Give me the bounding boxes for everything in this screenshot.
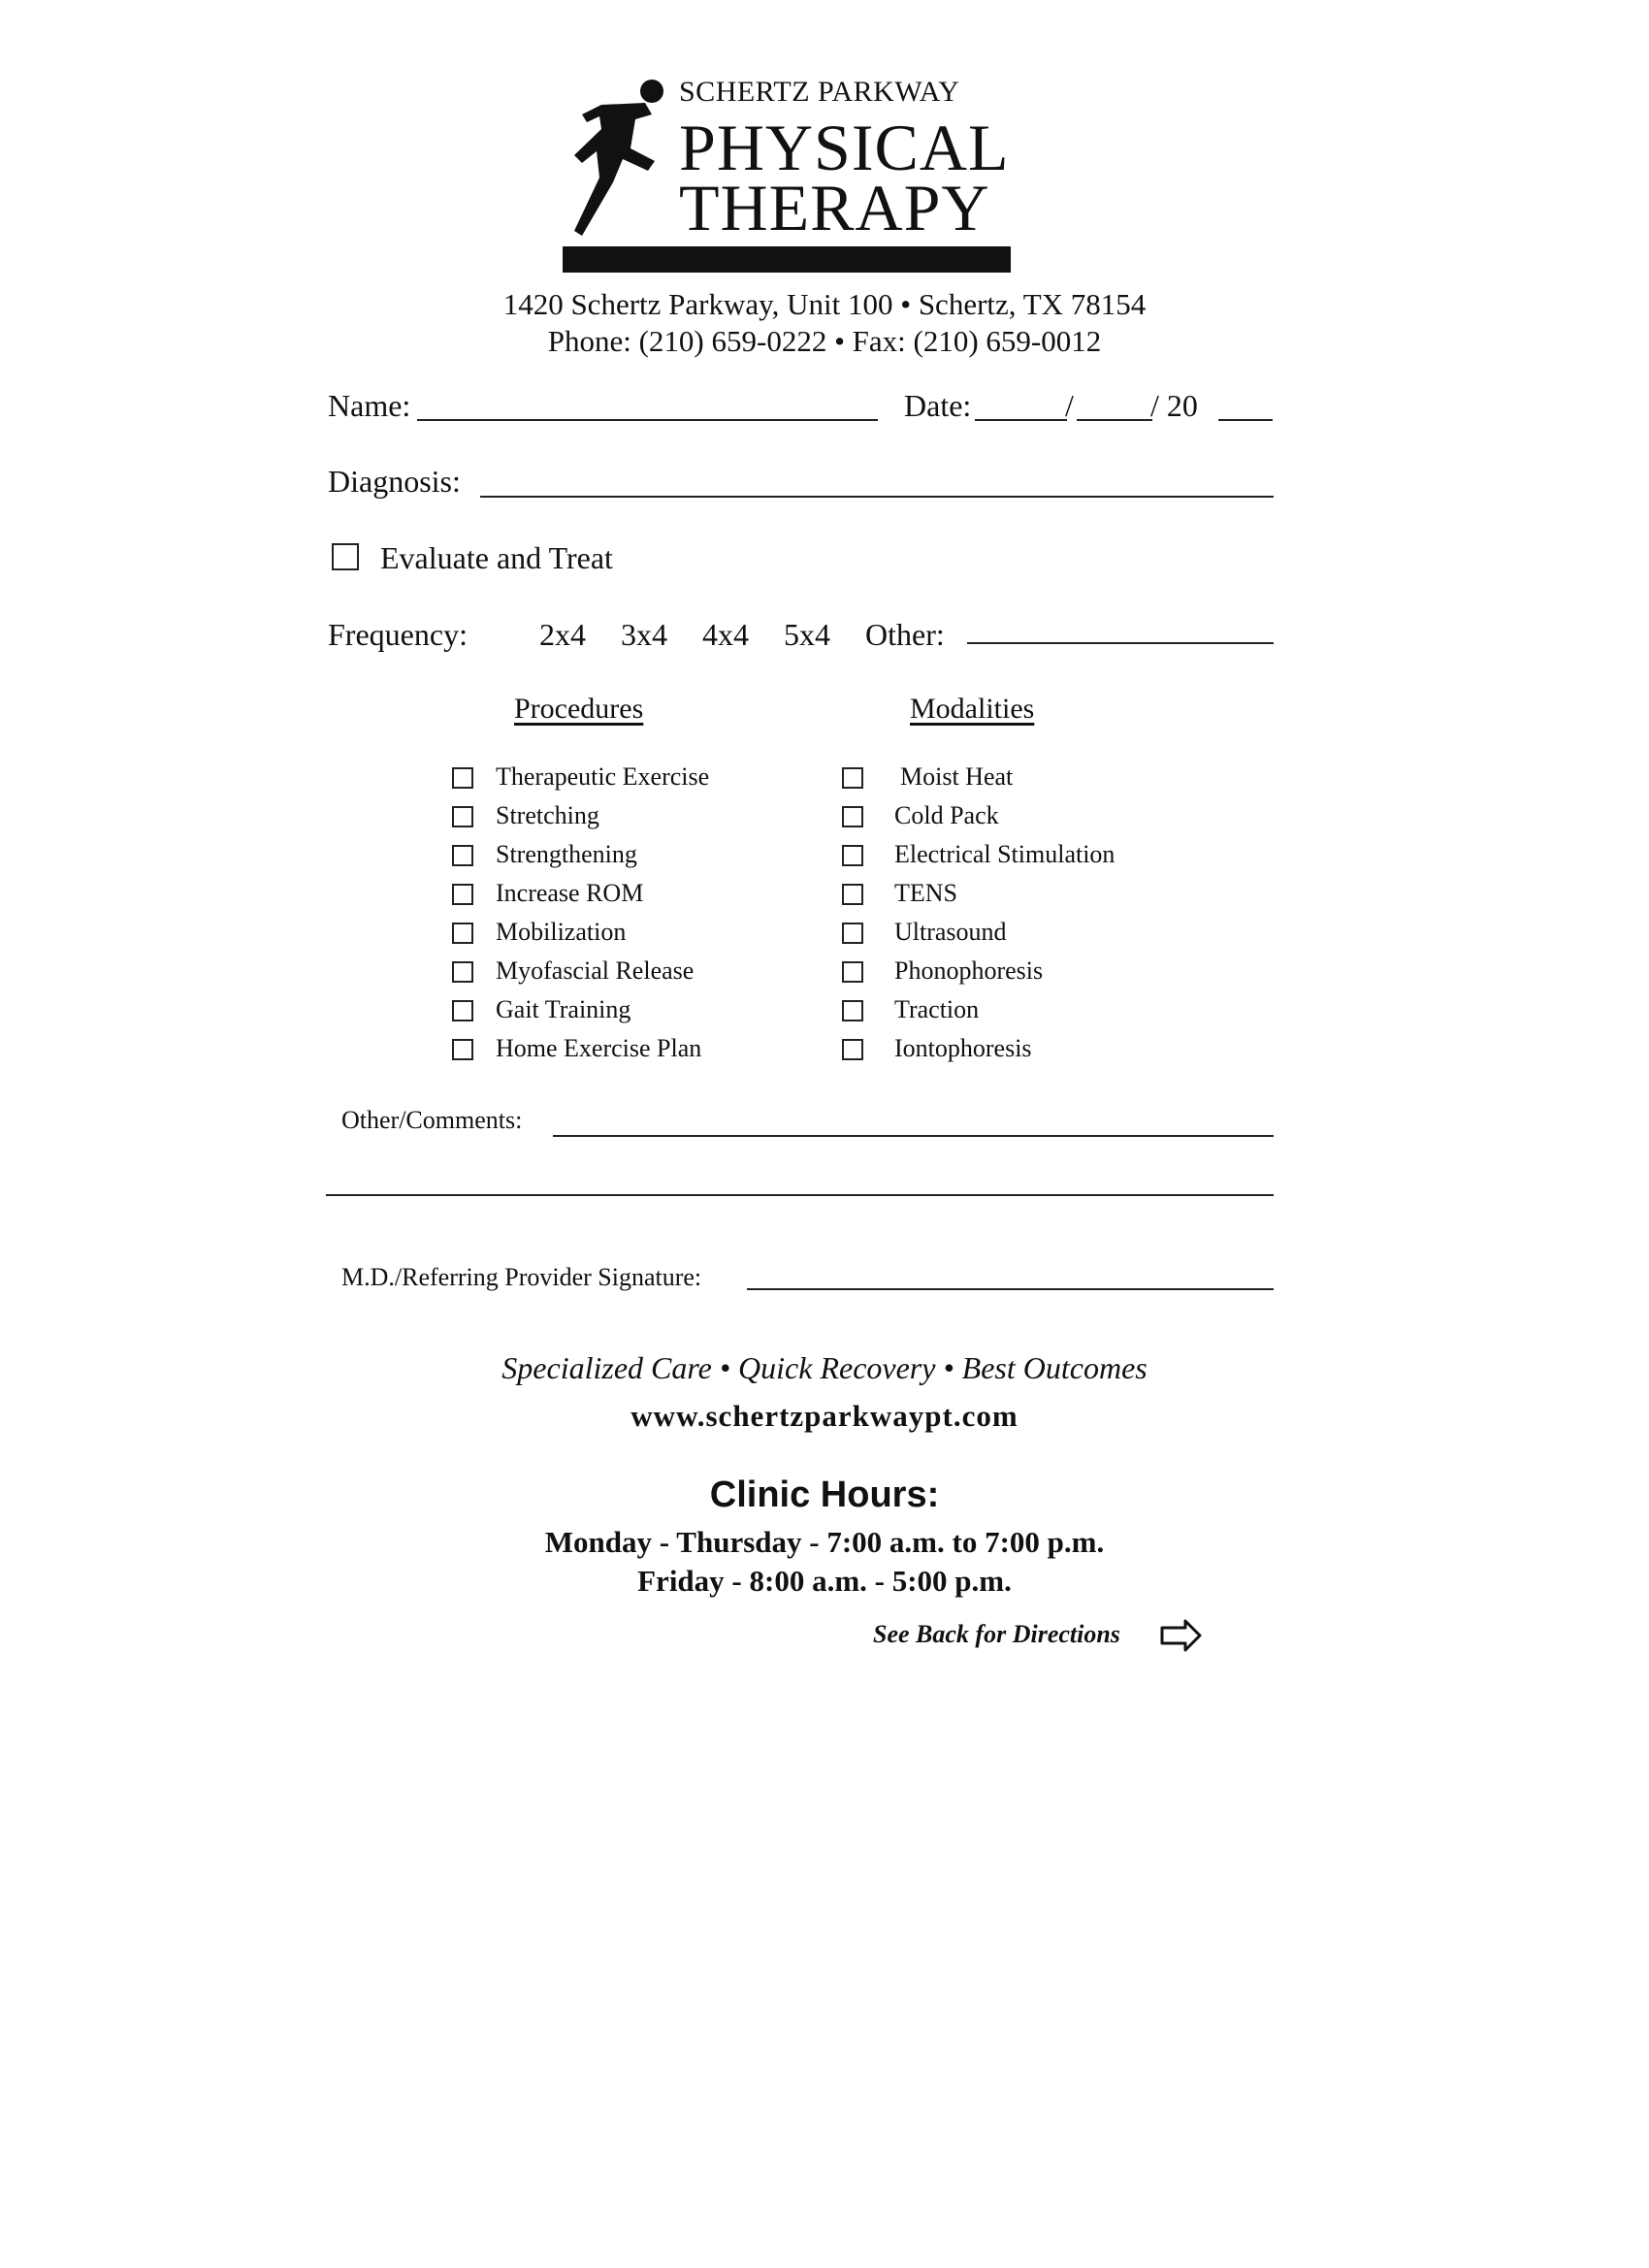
frequency-option-2x4[interactable]: 2x4 (539, 617, 586, 652)
procedure-label: Home Exercise Plan (496, 1034, 702, 1062)
modality-label: Iontophoresis (894, 1034, 1032, 1062)
procedure-label: Mobilization (496, 918, 627, 946)
hours-weekday: Monday - Thursday - 7:00 a.m. to 7:00 p.m. (544, 1525, 1105, 1559)
procedure-checkbox[interactable] (452, 1039, 473, 1060)
date-month-field[interactable] (975, 419, 1067, 421)
name-field[interactable] (417, 419, 878, 421)
frequency-option-3x4[interactable]: 3x4 (621, 617, 667, 652)
frequency-option-4x4[interactable]: 4x4 (702, 617, 749, 652)
procedures-header: Procedures (514, 693, 644, 725)
brand-name-line1: PHYSICAL (679, 111, 1010, 184)
date-label: Date: (904, 388, 972, 423)
modality-label: Phonophoresis (894, 956, 1044, 985)
modalities-header: Modalities (910, 693, 1035, 725)
procedure-label: Stretching (496, 801, 599, 829)
frequency-other-field[interactable] (967, 642, 1274, 644)
signature-label: M.D./Referring Provider Signature: (341, 1263, 702, 1291)
procedure-checkbox[interactable] (452, 1000, 473, 1021)
procedure-checkbox[interactable] (452, 806, 473, 827)
brand-name-top: SCHERTZ PARKWAY (679, 76, 960, 108)
date-separator: / (1065, 388, 1074, 423)
modality-checkbox[interactable] (842, 1039, 863, 1060)
modality-checkbox[interactable] (842, 1000, 863, 1021)
modality-label: Moist Heat (900, 762, 1014, 791)
right-arrow-icon (1160, 1618, 1203, 1653)
date-year-prefix: / 20 (1150, 388, 1198, 423)
comments-label: Other/Comments: (341, 1106, 523, 1134)
procedure-label: Therapeutic Exercise (496, 762, 710, 791)
modality-checkbox[interactable] (842, 767, 863, 789)
modality-label: Ultrasound (894, 918, 1007, 946)
modality-checkbox[interactable] (842, 961, 863, 983)
brand-bar (563, 246, 1011, 273)
modality-checkbox[interactable] (842, 884, 863, 905)
name-label: Name: (328, 388, 411, 423)
date-year-field[interactable] (1218, 419, 1273, 421)
procedure-checkbox[interactable] (452, 845, 473, 866)
procedure-checkbox[interactable] (452, 767, 473, 789)
diagnosis-label: Diagnosis: (328, 464, 461, 499)
modality-checkbox[interactable] (842, 845, 863, 866)
evaluate-treat-label: Evaluate and Treat (380, 540, 613, 575)
diagnosis-field[interactable] (480, 496, 1274, 498)
procedure-label: Increase ROM (496, 879, 644, 907)
modality-checkbox[interactable] (842, 923, 863, 944)
procedure-label: Gait Training (496, 995, 631, 1023)
modality-label: Electrical Stimulation (894, 840, 1116, 868)
procedure-checkbox[interactable] (452, 884, 473, 905)
frequency-option-5x4[interactable]: 5x4 (784, 617, 830, 652)
clinic-hours-title: Clinic Hours: (709, 1474, 940, 1515)
website-link[interactable]: www.schertzparkwaypt.com (630, 1399, 1018, 1433)
tagline: Specialized Care • Quick Recovery • Best Outcomes (501, 1350, 1148, 1385)
running-figure-icon (563, 76, 669, 241)
directions-note: See Back for Directions (873, 1620, 1120, 1648)
brand-name-line2: THERAPY (679, 171, 990, 244)
modality-label: Traction (894, 995, 980, 1023)
evaluate-treat-checkbox[interactable] (332, 543, 359, 570)
comments-field-line2[interactable] (326, 1194, 1274, 1196)
modality-label: TENS (894, 879, 957, 907)
procedure-label: Strengthening (496, 840, 637, 868)
signature-field[interactable] (747, 1288, 1274, 1290)
modality-checkbox[interactable] (842, 806, 863, 827)
clinic-address: 1420 Schertz Parkway, Unit 100 • Schertz, TX 78154 (502, 287, 1147, 321)
hours-friday: Friday - 8:00 a.m. - 5:00 p.m. (637, 1564, 1012, 1598)
frequency-label: Frequency: (328, 617, 468, 652)
procedure-label: Myofascial Release (496, 956, 695, 985)
modality-label: Cold Pack (894, 801, 999, 829)
procedure-checkbox[interactable] (452, 961, 473, 983)
comments-field-line1[interactable] (553, 1135, 1274, 1137)
frequency-other-label: Other: (865, 617, 945, 652)
procedure-checkbox[interactable] (452, 923, 473, 944)
date-day-field[interactable] (1077, 419, 1152, 421)
clinic-phone-fax: Phone: (210) 659-0222 • Fax: (210) 659-0012 (547, 324, 1102, 358)
